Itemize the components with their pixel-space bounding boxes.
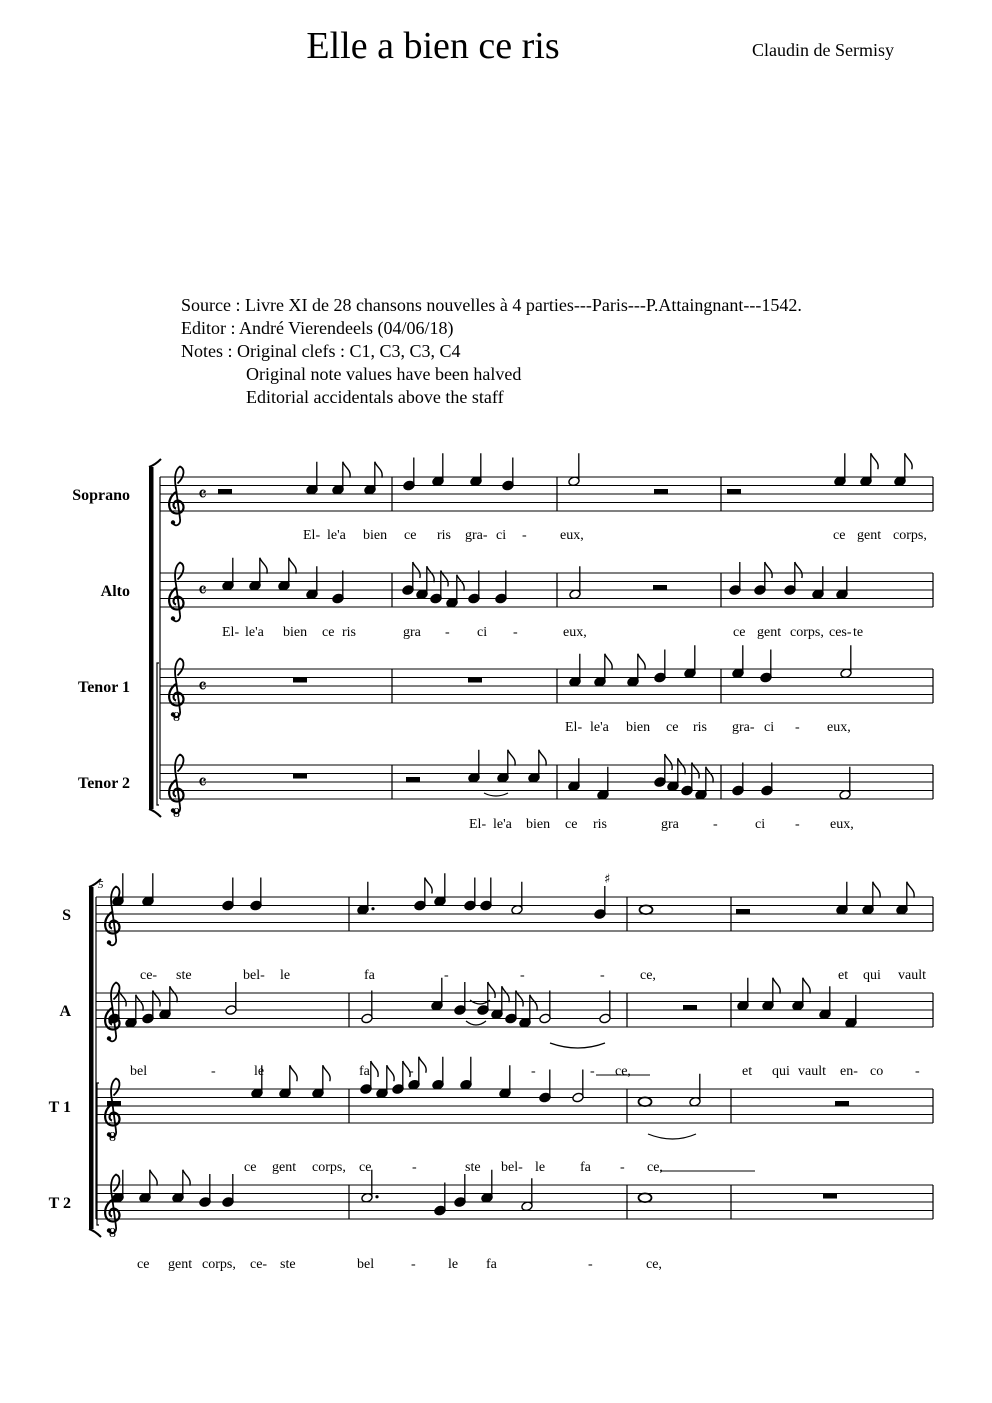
part-name: Soprano [72, 487, 130, 504]
note [159, 986, 177, 1019]
note [218, 489, 232, 494]
lyric-syllable: te [853, 625, 864, 640]
note [654, 650, 666, 683]
treble-clef-icon [169, 659, 183, 718]
lyric-syllable: vault [898, 968, 926, 983]
treble-clef-icon [169, 755, 183, 814]
lyric-syllable: bien [283, 625, 308, 640]
lyric-syllable: corps, [202, 1257, 236, 1272]
part-name: S [62, 907, 71, 924]
lyric-syllable: ce [244, 1160, 257, 1175]
lyric-syllable: qui [863, 968, 881, 983]
note [653, 585, 667, 590]
lyric-syllable: El- [469, 817, 487, 832]
treble-clef-icon [105, 887, 119, 946]
note [468, 678, 482, 683]
note [569, 566, 581, 599]
lyric-syllable: - [590, 1064, 595, 1079]
note [760, 650, 772, 683]
lyric-syllable: bel- [243, 968, 265, 983]
part-name: A [59, 1003, 71, 1020]
treble-clef-icon [105, 1079, 119, 1138]
note [364, 462, 382, 495]
lyric-syllable: ris [342, 625, 356, 640]
note [495, 571, 507, 604]
lyric-syllable: fa [364, 968, 375, 983]
lyric-syllable: gra [403, 625, 421, 640]
lyric-syllable: - [600, 968, 605, 983]
treble-clef-icon [105, 1175, 119, 1234]
lyric-syllable: - [412, 1160, 417, 1175]
note [729, 562, 741, 595]
treble-clef-icon [169, 467, 183, 526]
note [357, 882, 375, 915]
note [654, 489, 668, 494]
note [432, 453, 444, 486]
lyric-syllable: eux, [830, 817, 854, 832]
lyric-syllable: fa [486, 1257, 497, 1272]
part-name: Tenor 1 [77, 679, 130, 696]
note [597, 767, 609, 800]
lyric-syllable: gra- [465, 528, 488, 543]
tenor-subbracket [157, 663, 159, 805]
note [464, 878, 476, 911]
lyric-syllable: bien [363, 528, 388, 543]
tie [484, 793, 508, 796]
lyric-syllable: - [795, 817, 800, 832]
lyric-syllable: ce, [647, 1160, 663, 1175]
lyric-syllable: El- [303, 528, 321, 543]
note [762, 978, 780, 1011]
note [727, 489, 741, 494]
note [684, 645, 696, 678]
composer-name: Claudin de Sermisy [752, 40, 894, 60]
note [293, 678, 307, 683]
lyric-syllable: corps, [790, 625, 824, 640]
note [361, 991, 373, 1024]
note [683, 1005, 697, 1010]
note [432, 1057, 444, 1090]
part-name: Tenor 2 [77, 775, 130, 792]
note [199, 1174, 211, 1207]
lyric-syllable: le'a [245, 625, 264, 640]
lyric-syllable: - [531, 1064, 536, 1079]
lyric-syllable: ris [593, 817, 607, 832]
note [481, 1170, 493, 1203]
measure-number: 5 [98, 879, 104, 891]
note [792, 978, 810, 1011]
note [142, 873, 154, 906]
octave-mark: 8 [173, 710, 180, 725]
lyric-syllable: ce, [646, 1257, 662, 1272]
lyric-syllable: et [742, 1064, 753, 1079]
note [468, 571, 480, 604]
note-values-line: Original note values have been halved [246, 364, 522, 384]
bracket-hook-top [149, 459, 161, 467]
lyric-syllable: - [444, 968, 449, 983]
lyric-syllable: gent [168, 1257, 193, 1272]
note [862, 882, 880, 915]
note [222, 1174, 234, 1207]
time-signature-cut: 𝄴 [198, 578, 207, 602]
lyric-syllable: El- [222, 625, 240, 640]
lyric-syllable: ce [322, 625, 335, 640]
note [761, 763, 773, 796]
note [812, 566, 824, 599]
lyric-syllable: le [254, 1064, 265, 1079]
note [599, 991, 611, 1024]
note [222, 558, 234, 591]
lyric-syllable: ce- [140, 968, 158, 983]
note [572, 1070, 584, 1103]
lyric-syllable: ce [666, 720, 679, 735]
treble-clef-icon [169, 563, 183, 622]
note [468, 750, 480, 783]
note [819, 986, 831, 1019]
note [521, 1178, 533, 1211]
note [639, 1097, 652, 1106]
time-signature-cut: 𝄴 [198, 674, 207, 698]
note [470, 453, 482, 486]
note [446, 575, 464, 608]
note [689, 1074, 701, 1107]
lyric-syllable: vault [798, 1064, 826, 1079]
note [511, 882, 523, 915]
clefs-line: Notes : Original clefs : C1, C3, C3, C4 [181, 341, 461, 361]
note [406, 777, 420, 782]
lyric-syllable: - [513, 625, 518, 640]
lyric-syllable: gra- [732, 720, 755, 735]
piece-title: Elle a bien ce ris [306, 25, 560, 67]
note [594, 654, 612, 687]
note [732, 645, 744, 678]
note [139, 1170, 157, 1203]
lyric-syllable: ris [437, 528, 451, 543]
note [835, 1101, 849, 1106]
lyric-syllable: - [620, 1160, 625, 1175]
lyric-syllable: ste [176, 968, 192, 983]
lyric-syllable: ce, [615, 1064, 631, 1079]
part-name: Alto [100, 583, 130, 600]
lyric-syllable: El- [565, 720, 583, 735]
note [332, 462, 350, 495]
lyric-syllable: fa [580, 1160, 591, 1175]
lyric-syllable: - [411, 1257, 416, 1272]
lyric-syllable: - [409, 1064, 414, 1079]
note [376, 1065, 394, 1098]
note [836, 566, 848, 599]
note [125, 995, 143, 1028]
note [594, 886, 606, 919]
octave-mark: 8 [109, 1226, 116, 1241]
note [736, 909, 750, 914]
note [894, 453, 912, 486]
note [222, 878, 234, 911]
lyric-syllable: ce [833, 528, 846, 543]
note [107, 1101, 121, 1106]
lyric-syllable: - [588, 1257, 593, 1272]
tenor-subbracket [97, 1083, 99, 1225]
lyric-syllable: ce [565, 817, 578, 832]
lyric-syllable: gent [757, 625, 782, 640]
lyric-syllable: et [838, 968, 849, 983]
lyric-syllable: eux, [560, 528, 584, 543]
lyric-syllable: - [445, 625, 450, 640]
lyric-syllable: - [522, 528, 527, 543]
note [431, 978, 443, 1011]
lyric-syllable: ces- [829, 625, 852, 640]
lyric-syllable: bel [357, 1257, 375, 1272]
lyric-syllable: le [535, 1160, 546, 1175]
note [172, 1170, 190, 1203]
note [845, 995, 857, 1028]
note [834, 453, 846, 486]
note [293, 774, 307, 779]
editor-line: Editor : André Vierendeels (04/06/18) [181, 318, 454, 338]
lyric-syllable: ce, [640, 968, 656, 983]
lyric-syllable: le'a [493, 817, 512, 832]
note [279, 1065, 297, 1098]
lyric-syllable: le'a [327, 528, 346, 543]
note [403, 458, 415, 491]
note [225, 982, 237, 1015]
note [737, 978, 749, 1011]
note [502, 458, 514, 491]
note [732, 763, 744, 796]
lyric-syllable: ce [733, 625, 746, 640]
tie [648, 1134, 696, 1139]
note [480, 878, 492, 911]
lyric-syllable: - [915, 1064, 920, 1079]
lyric-syllable: bel [130, 1064, 148, 1079]
note [839, 767, 851, 800]
lyric-syllable: le [448, 1257, 459, 1272]
note [639, 1193, 652, 1202]
lyric-syllable: - [211, 1064, 216, 1079]
lyric-syllable: ce [404, 528, 417, 543]
note [568, 758, 580, 791]
note [434, 873, 446, 906]
note [640, 905, 653, 914]
note [840, 645, 852, 678]
note [497, 750, 515, 783]
lyric-syllable: ce [137, 1257, 150, 1272]
system-bracket [149, 467, 154, 809]
note [896, 882, 914, 915]
note [332, 571, 344, 604]
note [250, 878, 262, 911]
lyric-syllable: - [520, 968, 525, 983]
octave-mark: 8 [109, 1130, 116, 1145]
note [860, 453, 878, 486]
lyric-syllable: bien [526, 817, 551, 832]
lyric-syllable: - [713, 817, 718, 832]
note [312, 1065, 330, 1098]
lyric-syllable: le [280, 968, 291, 983]
time-signature-cut: 𝄴 [198, 482, 207, 506]
note [306, 566, 318, 599]
lyric-syllable: gent [857, 528, 882, 543]
note [249, 558, 267, 591]
lyric-syllable: eux, [827, 720, 851, 735]
lyric-syllable: gent [272, 1160, 297, 1175]
lyric-syllable: co [870, 1064, 884, 1079]
note [836, 882, 848, 915]
lyric-syllable: ci [477, 625, 488, 640]
note [306, 462, 318, 495]
lyric-syllable: eux, [563, 625, 587, 640]
lyric-syllable: ce [359, 1160, 372, 1175]
lyric-syllable: corps, [312, 1160, 346, 1175]
tie [550, 1043, 605, 1048]
lyric-syllable: ce- [250, 1257, 268, 1272]
source-line: Source : Livre XI de 28 chansons nouvelles à 4 parties---Paris---P.Attaingnant---1542. [181, 295, 802, 315]
note [823, 1194, 837, 1199]
note [454, 982, 466, 1015]
note [499, 1065, 511, 1098]
note [278, 558, 296, 591]
octave-mark: 8 [173, 806, 180, 821]
lyric-syllable: gra [661, 817, 679, 832]
lyric-syllable: ci [755, 817, 766, 832]
note [539, 1070, 551, 1103]
part-name: T 2 [48, 1195, 71, 1212]
note [569, 654, 581, 687]
note [568, 453, 580, 486]
bracket-hook-bottom [89, 1229, 101, 1237]
lyric-syllable: ci [496, 528, 507, 543]
tie [466, 1021, 486, 1025]
editorial-sharp-icon: ♯ [604, 872, 611, 887]
note [539, 991, 551, 1024]
lyric-syllable: - [795, 720, 800, 735]
system-bracket [89, 887, 94, 1229]
lyric-syllable: ste [280, 1257, 296, 1272]
note [627, 654, 645, 687]
lyric-syllable: qui [772, 1064, 790, 1079]
lyric-syllable: ci [764, 720, 775, 735]
lyric-syllable: ste [465, 1160, 481, 1175]
note [434, 1183, 446, 1216]
bracket-hook-bottom [149, 809, 161, 817]
lyric-syllable: le'a [590, 720, 609, 735]
treble-clef-icon [105, 983, 119, 1042]
lyric-syllable: bien [626, 720, 651, 735]
lyric-syllable: corps, [893, 528, 927, 543]
part-name: T 1 [48, 1099, 71, 1116]
note [528, 750, 546, 783]
lyric-syllable: bel- [501, 1160, 523, 1175]
note [460, 1057, 472, 1090]
lyric-syllable: fa [359, 1064, 370, 1079]
lyric-syllable: ris [693, 720, 707, 735]
lyric-syllable: en- [840, 1064, 858, 1079]
time-signature-cut: 𝄴 [198, 770, 207, 794]
note [454, 1174, 466, 1207]
accidentals-line: Editorial accidentals above the staff [246, 387, 504, 407]
note [667, 758, 685, 791]
